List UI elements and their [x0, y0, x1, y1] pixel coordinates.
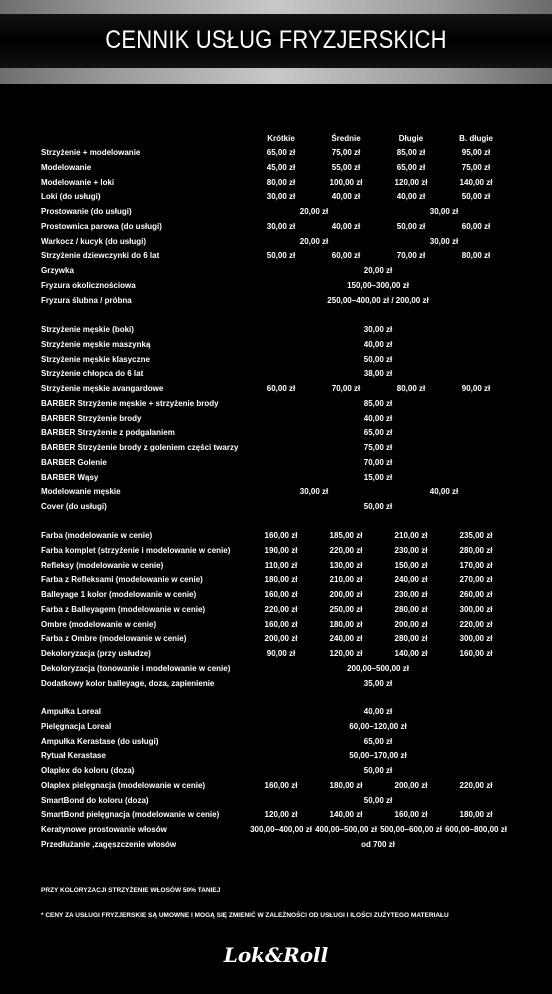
service-name: Przedłużanie ,zagęszczenie włosów	[41, 839, 177, 849]
price-value: 75,00 zł	[461, 162, 491, 172]
service-name: Farba komplet (strzyżenie i modelowanie w cenie)	[41, 545, 231, 555]
price-value: 120,00 zł	[394, 177, 428, 187]
price-value: 270,00 zł	[459, 575, 493, 585]
service-name: Prostownica parowa (do usługi)	[41, 221, 162, 231]
column-header: Długie	[398, 134, 424, 143]
price-value: 160,00 zł	[264, 780, 298, 790]
price-value: 80,00 zł	[266, 177, 296, 187]
price-value: 50,00 zł	[266, 251, 296, 261]
price-value: 70,00 zł	[396, 251, 426, 261]
price-value: 95,00 zł	[461, 148, 491, 157]
price-value: 220,00 zł	[459, 619, 493, 629]
price-value: 50,00 zł	[363, 766, 393, 775]
service-name: Warkocz / kucyk (do usługi)	[41, 236, 147, 246]
price-value: 30,00 zł	[429, 207, 459, 216]
price-value: 160,00 zł	[264, 531, 298, 540]
price-value: 300,00 zł	[459, 604, 493, 614]
service-name: Cover (do usługi)	[41, 502, 107, 511]
price-value: 40,00 zł	[396, 192, 426, 202]
price-value: 60,00 zł	[331, 251, 361, 261]
price-value: 30,00 zł	[363, 325, 393, 334]
price-value: 65,00 zł	[396, 162, 426, 172]
price-value: 60,00–120,00 zł	[349, 721, 407, 731]
price-value: 70,00 zł	[363, 457, 393, 467]
service-name: Farba (modelowanie w cenie)	[41, 531, 153, 540]
price-value: 70,00 zł	[331, 384, 361, 393]
price-value: 50,00 zł	[363, 502, 393, 511]
price-value: 180,00 zł	[264, 575, 298, 585]
price-value: 40,00 zł	[429, 487, 459, 497]
price-value: od 700 zł	[361, 839, 395, 849]
price-value: 75,00 zł	[363, 443, 393, 452]
price-value: 80,00 zł	[396, 384, 426, 393]
price-value: 170,00 zł	[459, 560, 493, 570]
price-value: 40,00 zł	[363, 339, 393, 349]
service-name: Strzyżenie męskie avangardowe	[41, 384, 164, 393]
price-value: 15,00 zł	[363, 472, 393, 482]
price-value: 55,00 zł	[331, 162, 361, 172]
service-name: Modelowanie + loki	[41, 177, 115, 187]
price-value: 30,00 zł	[299, 487, 329, 497]
price-value: 50,00–170,00 zł	[349, 751, 407, 761]
price-value: 250,00 zł	[329, 604, 363, 614]
service-name: BARBER Strzyżenie męskie + strzyżenie brody	[41, 398, 219, 408]
price-value: 160,00 zł	[264, 619, 298, 629]
price-value: 40,00 zł	[363, 707, 393, 716]
service-name: Grzywka	[41, 266, 74, 275]
brand-logo: Lok&Roll	[223, 943, 329, 967]
service-name: BARBER Strzyżenie brody	[41, 413, 142, 423]
price-value: 185,00 zł	[329, 531, 363, 540]
discount-note: PRZY KOLORYZACJI STRZYŻENIE WŁOSÓW 50% TANIEJ	[41, 887, 221, 894]
price-value: 210,00 zł	[394, 531, 428, 540]
service-name: Farba z Ombre (modelowanie w cenie)	[41, 634, 187, 644]
service-name: Ombre (modelowanie w cenie)	[41, 619, 157, 629]
price-value: 240,00 zł	[329, 634, 363, 644]
price-value: 300,00–400,00 zł	[250, 825, 312, 834]
column-header: Średnie	[331, 134, 361, 143]
price-value: 500,00–600,00 zł	[380, 825, 442, 834]
price-value: 230,00 zł	[394, 590, 428, 599]
service-name: BARBER Strzyżenie brody z goleniem części twarzy	[41, 443, 239, 452]
price-value: 45,00 zł	[266, 162, 296, 172]
price-value: 85,00 zł	[396, 148, 426, 157]
price-value: 40,00 zł	[363, 413, 393, 423]
price-value: 65,00 zł	[266, 148, 296, 157]
price-value: 220,00 zł	[329, 545, 363, 555]
price-value: 220,00 zł	[459, 780, 493, 790]
service-name: Keratynowe prostowanie włosów	[41, 825, 167, 834]
price-value: 200,00–500,00 zł	[347, 663, 409, 673]
service-name: Ampułka Loreal	[41, 707, 102, 716]
price-value: 200,00 zł	[264, 634, 298, 644]
service-name: SmartBond do koloru (doza)	[41, 795, 149, 805]
column-header: Krótkie	[267, 134, 295, 143]
price-value: 140,00 zł	[329, 810, 363, 820]
service-name: Ampułka Kerastase (do usługi)	[41, 736, 159, 746]
price-value: 210,00 zł	[329, 575, 363, 585]
price-value: 120,00 zł	[329, 649, 363, 658]
price-value: 20,00 zł	[299, 207, 329, 216]
price-value: 150,00 zł	[394, 560, 428, 570]
price-value: 280,00 zł	[459, 545, 493, 555]
service-name: Refleksy (modelowanie w cenie)	[41, 560, 164, 570]
service-name: Pielęgnacja Loreal	[41, 721, 112, 731]
service-name: Strzyżenie męskie maszynką	[41, 339, 151, 349]
service-name: BARBER Wąsy	[41, 472, 99, 482]
price-value: 235,00 zł	[459, 531, 493, 540]
service-name: BARBER Golenie	[41, 457, 107, 467]
title-banner	[0, 0, 552, 84]
price-value: 160,00 zł	[264, 590, 298, 599]
price-value: 400,00–500,00 zł	[315, 825, 377, 834]
price-value: 220,00 zł	[264, 604, 298, 614]
column-header: B. długie	[459, 134, 493, 143]
price-value: 50,00 zł	[363, 795, 393, 805]
price-value: 140,00 zł	[394, 649, 428, 658]
service-name: Fryzura ślubna / próbna	[41, 295, 132, 305]
price-value: 230,00 zł	[394, 545, 428, 555]
price-value: 160,00 zł	[459, 649, 493, 658]
price-value: 20,00 zł	[363, 266, 393, 275]
price-value: 180,00 zł	[459, 810, 493, 820]
price-value: 200,00 zł	[394, 780, 428, 790]
price-value: 40,00 zł	[331, 221, 361, 231]
service-name: BARBER Strzyżenie z podgalaniem	[41, 428, 175, 438]
price-value: 20,00 zł	[299, 236, 329, 246]
price-value: 60,00 zł	[266, 384, 296, 393]
price-value: 600,00–800,00 zł	[445, 825, 507, 834]
price-value: 80,00 zł	[461, 251, 491, 261]
service-name: Dodatkowy kolor balleyage, doza, zapienienie	[41, 678, 215, 688]
service-name: Olaplex do koloru (doza)	[41, 766, 135, 775]
price-value: 110,00 zł	[264, 560, 298, 570]
price-value: 140,00 zł	[459, 177, 493, 187]
service-name: Loki (do usługi)	[41, 192, 101, 202]
service-name: Balleyage 1 kolor (modelowanie w cenie)	[41, 590, 197, 599]
price-value: 200,00 zł	[329, 590, 363, 599]
service-name: Rytuał Kerastase	[41, 751, 106, 761]
service-name: Modelowanie	[41, 162, 92, 172]
price-value: 35,00 zł	[363, 678, 393, 688]
price-value: 75,00 zł	[331, 148, 361, 157]
service-name: Farba z Refleksami (modelowanie w cenie)	[41, 575, 203, 585]
price-value: 180,00 zł	[329, 619, 363, 629]
price-value: 90,00 zł	[266, 649, 296, 658]
price-value: 160,00 zł	[394, 810, 428, 820]
service-name: Strzyżenie męskie klasyczne	[41, 354, 150, 364]
price-value: 150,00–300,00 zł	[347, 280, 409, 290]
service-name: Strzyżenie chłopca do 6 lat	[41, 369, 144, 379]
price-value: 50,00 zł	[461, 192, 491, 202]
price-value: 65,00 zł	[363, 428, 393, 438]
price-value: 30,00 zł	[266, 192, 296, 202]
service-name: Dekoloryzacja (tonowanie i modelowanie w cenie)	[41, 663, 231, 673]
price-value: 280,00 zł	[394, 604, 428, 614]
price-value: 280,00 zł	[394, 634, 428, 644]
service-name: Prostowanie (do usługi)	[41, 207, 132, 216]
price-value: 120,00 zł	[264, 810, 298, 820]
price-value: 30,00 zł	[429, 236, 459, 246]
price-value: 250,00–400,00 zł / 200,00 zł	[327, 295, 429, 305]
page-title: CENNIK USŁUG FRYZJERSKICH	[105, 26, 447, 54]
price-value: 85,00 zł	[363, 398, 393, 408]
price-value: 190,00 zł	[264, 545, 298, 555]
service-name: Strzyżenie + modelowanie	[41, 148, 141, 157]
price-value: 100,00 zł	[329, 177, 363, 187]
service-name: Farba z Balleyagem (modelowanie w cenie)	[41, 604, 206, 614]
price-value: 300,00 zł	[459, 634, 493, 644]
price-value: 38,00 zł	[363, 369, 393, 379]
price-value: 50,00 zł	[363, 354, 393, 364]
price-value: 180,00 zł	[329, 780, 363, 790]
price-value: 65,00 zł	[363, 736, 393, 746]
price-value: 240,00 zł	[394, 575, 428, 585]
price-value: 90,00 zł	[461, 384, 491, 393]
service-name: Olaplex pielęgnacja (modelowanie w cenie)	[41, 780, 206, 790]
service-name: Fryzura okolicznościowa	[41, 280, 136, 290]
service-name: Strzyżenie dziewczynki do 6 lat	[41, 251, 160, 261]
price-value: 30,00 zł	[266, 221, 296, 231]
price-value: 200,00 zł	[394, 619, 428, 629]
service-name: Dekoloryzacja (przy usłudze)	[41, 649, 151, 658]
price-disclaimer: * CENY ZA USŁUGI FRYZJERSKIE SĄ UMOWNE I MOGĄ SIĘ ZMIENIĆ W ZALEŻNOŚCI OD USŁUGI I ILOŚCI ZUŻYTEGO MATERIAŁU	[41, 912, 449, 919]
price-value: 260,00 zł	[459, 590, 493, 599]
price-value: 50,00 zł	[396, 221, 426, 231]
service-name: SmartBond pielęgnacja (modelowanie w cenie)	[41, 810, 220, 820]
service-name: Modelowanie męskie	[41, 487, 121, 497]
service-name: Strzyżenie męskie (boki)	[41, 325, 134, 334]
price-value: 60,00 zł	[461, 221, 491, 231]
price-value: 40,00 zł	[331, 192, 361, 202]
price-value: 130,00 zł	[329, 560, 363, 570]
